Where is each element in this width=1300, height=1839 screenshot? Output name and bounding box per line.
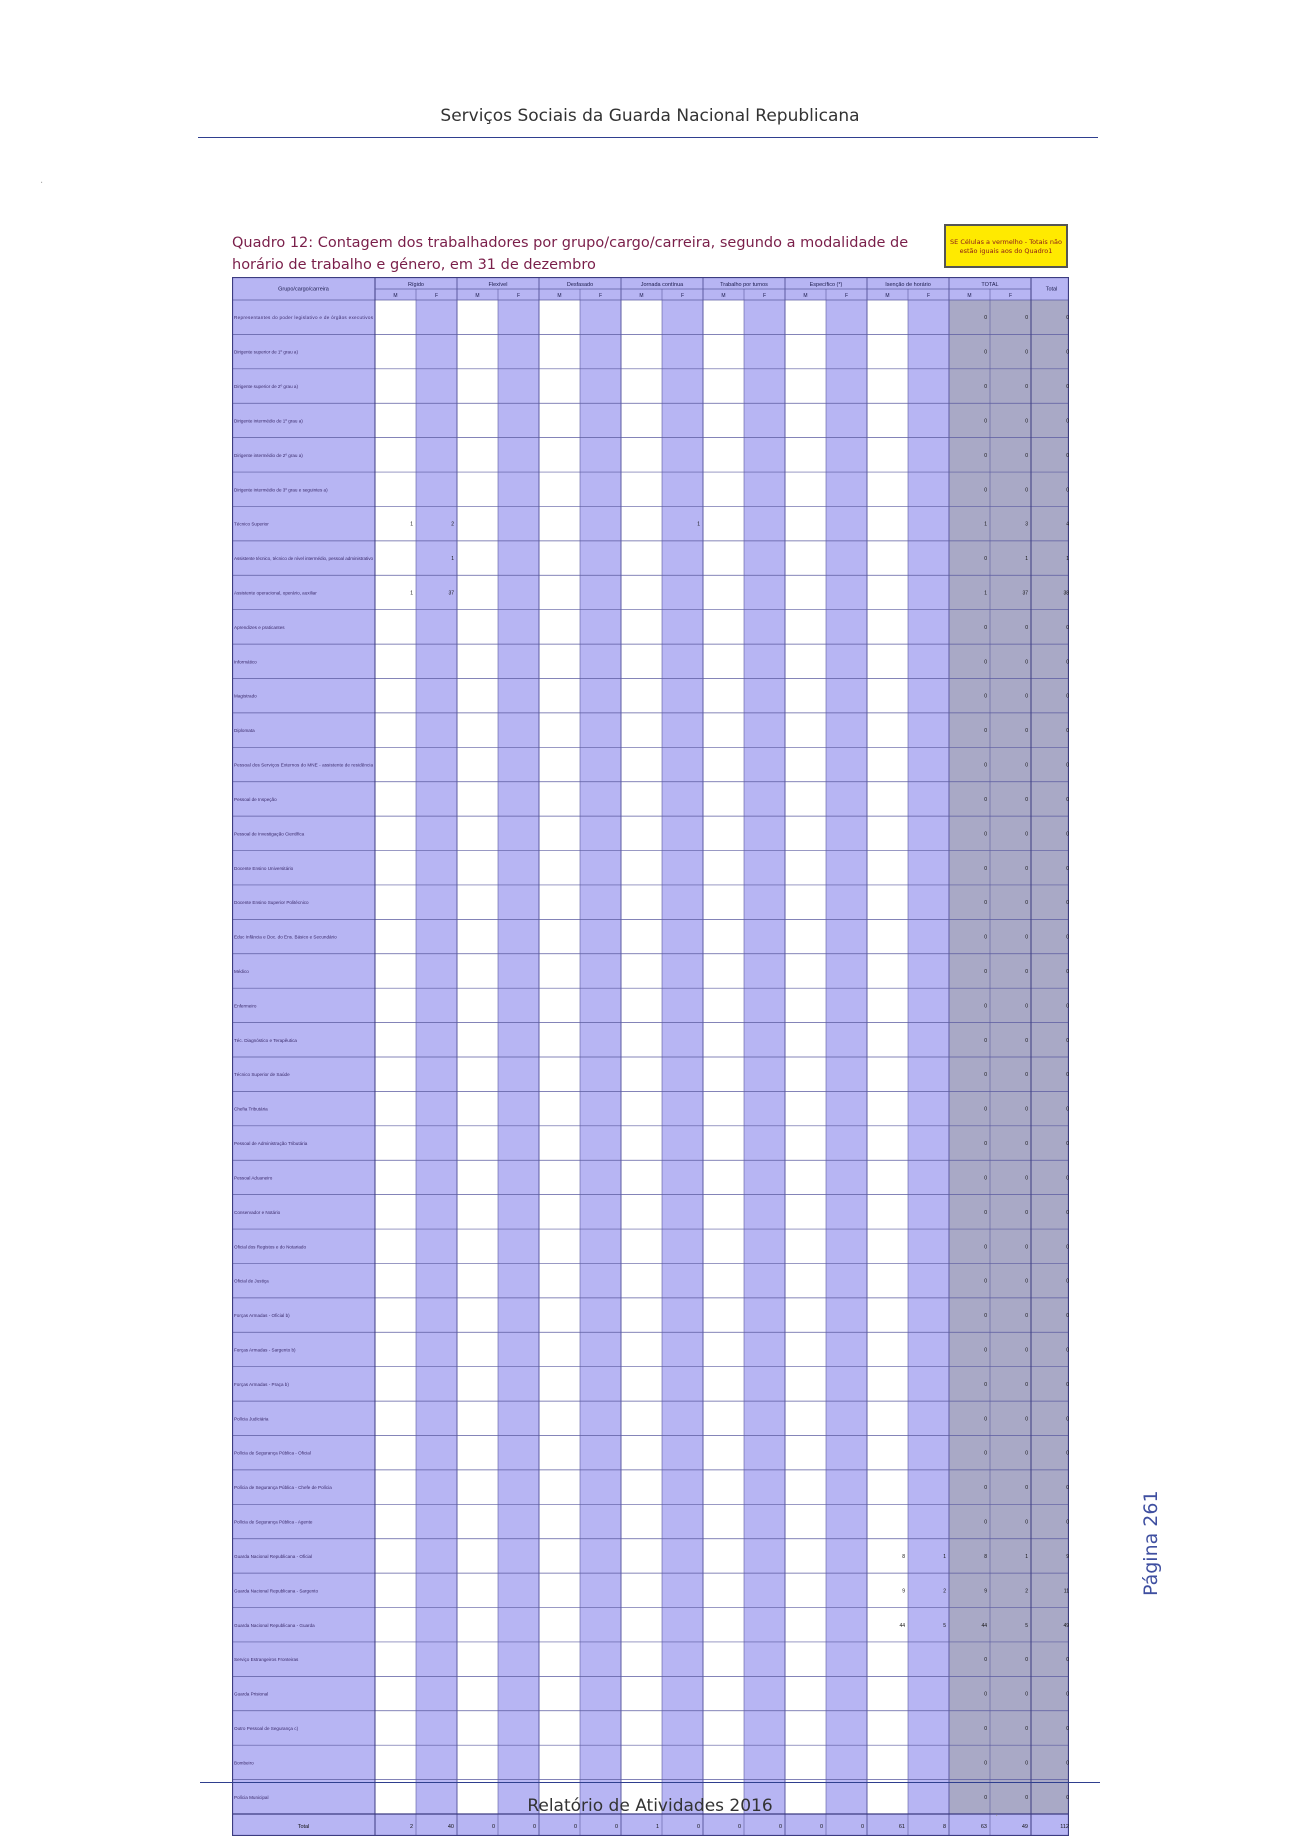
total-row-value: 0 bbox=[778, 1824, 782, 1830]
schedule-group-header: Desfasado bbox=[566, 282, 594, 288]
total-m-value: 44 bbox=[981, 1622, 987, 1629]
total-m-value: 8 bbox=[984, 1553, 987, 1560]
row-label: Guarda Nacional Republicana - Sargento bbox=[234, 1588, 319, 1594]
total-m-value: 0 bbox=[984, 1657, 987, 1664]
total-f-value: 0 bbox=[1025, 693, 1028, 700]
total-f-value: 3 bbox=[1025, 521, 1028, 528]
total-row-value: 0 bbox=[819, 1824, 823, 1830]
row-total-value: 0 bbox=[1066, 1244, 1069, 1251]
row-total-value: 0 bbox=[1066, 1794, 1069, 1801]
schedule-group-header: Flexível bbox=[488, 282, 508, 288]
row-total-value: 11 bbox=[1063, 1588, 1069, 1595]
row-total-value: 4 bbox=[1066, 521, 1069, 528]
total-m-value: 0 bbox=[984, 762, 987, 769]
total-m-value: 0 bbox=[984, 384, 987, 391]
row-label: Técnico Superior de Saúde bbox=[234, 1072, 290, 1078]
total-m-value: 0 bbox=[984, 1072, 987, 1079]
total-f-value: 0 bbox=[1025, 1416, 1028, 1423]
schedule-cell-value: 2 bbox=[451, 521, 454, 528]
total-row-value: 49 bbox=[1021, 1824, 1028, 1830]
row-total-value: 0 bbox=[1066, 1278, 1069, 1285]
gender-header: M bbox=[803, 293, 808, 299]
gender-header: F bbox=[516, 293, 521, 299]
gender-header: F bbox=[434, 293, 439, 299]
total-f-value: 0 bbox=[1025, 349, 1028, 356]
row-total-value: 0 bbox=[1066, 1416, 1069, 1423]
total-m-value: 0 bbox=[984, 556, 987, 563]
row-label: Polícia Judiciária bbox=[234, 1416, 269, 1422]
gender-header: F bbox=[926, 293, 931, 299]
row-total-value: 0 bbox=[1066, 1037, 1069, 1044]
row-total-value: 0 bbox=[1066, 796, 1069, 803]
total-f-value: 0 bbox=[1025, 831, 1028, 838]
schedule-cell-value: 2 bbox=[943, 1588, 946, 1595]
total-f-value: 0 bbox=[1025, 1794, 1028, 1801]
total-f-value: 0 bbox=[1025, 1278, 1028, 1285]
total-column-header: Total bbox=[1045, 286, 1058, 293]
total-m-value: 0 bbox=[984, 865, 987, 872]
gender-header: M bbox=[967, 293, 972, 299]
schedule-cell-value: 44 bbox=[899, 1622, 905, 1629]
row-total-value: 0 bbox=[1066, 659, 1069, 666]
total-m-value: 0 bbox=[984, 693, 987, 700]
row-total-value: 0 bbox=[1066, 934, 1069, 941]
row-label: Pessoal de Inspeção bbox=[234, 796, 277, 802]
schedule-group-header: Rígido bbox=[408, 282, 424, 288]
total-row-value: 8 bbox=[942, 1824, 946, 1830]
row-label: Outro Pessoal de Segurança c) bbox=[234, 1725, 299, 1731]
total-m-value: 0 bbox=[984, 315, 987, 322]
total-f-value: 0 bbox=[1025, 1485, 1028, 1492]
row-total-value: 0 bbox=[1066, 900, 1069, 907]
gender-header: F bbox=[1008, 293, 1013, 299]
header-divider bbox=[198, 137, 1098, 138]
row-total-value: 0 bbox=[1066, 1691, 1069, 1698]
total-m-value: 0 bbox=[984, 968, 987, 975]
page-header-title: Serviços Sociais da Guarda Nacional Republicana bbox=[440, 106, 860, 126]
row-label: Polícia Municipal bbox=[234, 1794, 269, 1800]
total-m-value: 0 bbox=[984, 487, 987, 494]
total-f-value: 0 bbox=[1025, 900, 1028, 907]
total-m-value: 0 bbox=[984, 1691, 987, 1698]
row-label: Dirigente intermédio de 2º grau a) bbox=[234, 452, 303, 458]
row-total-value: 49 bbox=[1063, 1622, 1069, 1629]
schedule-group-header: Trabalho por turnos bbox=[720, 282, 768, 288]
row-label: Magistrado bbox=[234, 693, 257, 699]
total-m-value: 0 bbox=[984, 796, 987, 803]
total-f-value: 0 bbox=[1025, 796, 1028, 803]
row-total-value: 0 bbox=[1066, 1519, 1069, 1526]
total-f-value: 0 bbox=[1025, 1760, 1028, 1767]
row-label: Diplomata bbox=[234, 728, 255, 734]
total-m-value: 0 bbox=[984, 831, 987, 838]
row-label: Pessoal de Investigação Científica bbox=[234, 831, 305, 837]
total-f-value: 0 bbox=[1025, 1381, 1028, 1388]
row-label: Aprendizes e praticantes bbox=[234, 624, 285, 630]
total-row-value: 0 bbox=[696, 1824, 700, 1830]
scan-mark: . bbox=[995, 1808, 999, 1819]
total-row-value: 0 bbox=[860, 1824, 864, 1830]
row-total-value: 9 bbox=[1066, 1553, 1069, 1560]
row-label: Pessoal dos Serviços Externos do MNE - assistente de residência bbox=[234, 762, 373, 768]
schedule-cell-value: 1 bbox=[451, 556, 454, 563]
total-f-value: 0 bbox=[1025, 1003, 1028, 1010]
total-m-value: 0 bbox=[984, 1244, 987, 1251]
total-f-value: 0 bbox=[1025, 1072, 1028, 1079]
total-row-value: 0 bbox=[532, 1824, 536, 1830]
row-total-value: 0 bbox=[1066, 624, 1069, 631]
row-total-value: 0 bbox=[1066, 349, 1069, 356]
total-f-value: 0 bbox=[1025, 1037, 1028, 1044]
row-label: Enfermeiro bbox=[234, 1003, 257, 1009]
row-label: Pessoal de Administração Tributária bbox=[234, 1141, 308, 1147]
total-f-value: 0 bbox=[1025, 865, 1028, 872]
gender-header: M bbox=[393, 293, 398, 299]
row-label: Chefia Tributária bbox=[234, 1106, 268, 1112]
row-label: Docente Ensino Superior Politécnico bbox=[234, 900, 309, 906]
total-m-value: 0 bbox=[984, 1037, 987, 1044]
total-f-value: 0 bbox=[1025, 315, 1028, 322]
total-m-value: 0 bbox=[984, 1175, 987, 1182]
row-label: Assistente operacional, operário, auxiliar bbox=[234, 590, 317, 596]
schedule-cell-value: 37 bbox=[448, 590, 454, 597]
total-f-value: 0 bbox=[1025, 1519, 1028, 1526]
total-m-value: 0 bbox=[984, 1794, 987, 1801]
total-f-value: 1 bbox=[1025, 1553, 1028, 1560]
row-total-value: 0 bbox=[1066, 693, 1069, 700]
row-label: Guarda Nacional Republicana - Oficial bbox=[234, 1553, 313, 1559]
row-label: Forças Armadas - Oficial b) bbox=[234, 1313, 290, 1319]
row-total-value: 0 bbox=[1066, 1175, 1069, 1182]
total-m-value: 0 bbox=[984, 728, 987, 735]
total-row-value: 0 bbox=[614, 1824, 618, 1830]
total-m-value: 0 bbox=[984, 624, 987, 631]
row-total-value: 0 bbox=[1066, 1003, 1069, 1010]
row-total-value: 0 bbox=[1066, 762, 1069, 769]
schedule-cell-value: 8 bbox=[902, 1553, 905, 1560]
row-label: Educ Infância e Doc. do Ens. Básico e Secundário bbox=[234, 934, 337, 940]
row-label: Oficial de Justiça bbox=[234, 1278, 269, 1284]
total-m-value: 0 bbox=[984, 1278, 987, 1285]
row-total-value: 0 bbox=[1066, 1347, 1069, 1354]
gender-header: F bbox=[680, 293, 685, 299]
footer-divider bbox=[200, 1782, 1100, 1783]
total-f-value: 0 bbox=[1025, 1691, 1028, 1698]
schedule-group-header: TOTAL bbox=[981, 282, 999, 288]
total-m-value: 0 bbox=[984, 900, 987, 907]
total-m-value: 0 bbox=[984, 1313, 987, 1320]
row-label: Polícia de Segurança Pública - Oficial bbox=[234, 1450, 311, 1456]
total-f-value: 0 bbox=[1025, 1657, 1028, 1664]
row-total-value: 0 bbox=[1066, 1657, 1069, 1664]
schedule-group-header: Isenção de horário bbox=[885, 282, 931, 288]
row-label: Polícia de Segurança Pública - Agente bbox=[234, 1519, 313, 1525]
total-f-value: 0 bbox=[1025, 624, 1028, 631]
schedule-group-header: Jornada contínua bbox=[640, 282, 684, 288]
total-m-value: 0 bbox=[984, 1209, 987, 1216]
total-m-value: 1 bbox=[984, 521, 987, 528]
total-m-value: 1 bbox=[984, 590, 987, 597]
gender-header: F bbox=[844, 293, 849, 299]
schedule-cell-value: 1 bbox=[410, 590, 413, 597]
gender-header: M bbox=[885, 293, 890, 299]
row-label: Dirigente superior de 2º grau a) bbox=[234, 384, 298, 390]
row-total-value: 0 bbox=[1066, 968, 1069, 975]
row-total-value: 0 bbox=[1066, 487, 1069, 494]
row-label: Conservador e Notário bbox=[234, 1209, 281, 1215]
row-label: Forças Armadas - Sargento b) bbox=[234, 1347, 296, 1353]
total-row-value: 63 bbox=[980, 1824, 987, 1830]
row-label: Médico bbox=[234, 968, 249, 974]
total-m-value: 0 bbox=[984, 1141, 987, 1148]
row-label: Representantes do poder legislativo e de órgãos executivos bbox=[234, 315, 373, 321]
row-label: Serviço Estrangeiros Fronteiras bbox=[234, 1657, 299, 1663]
row-label: Oficial dos Registos e do Notariado bbox=[234, 1244, 307, 1250]
row-total-value: 0 bbox=[1066, 384, 1069, 391]
total-f-value: 0 bbox=[1025, 1450, 1028, 1457]
total-row-value: 0 bbox=[573, 1824, 577, 1830]
total-f-value: 0 bbox=[1025, 487, 1028, 494]
row-total-value: 0 bbox=[1066, 1450, 1069, 1457]
total-f-value: 0 bbox=[1025, 1175, 1028, 1182]
table-caption: Quadro 12: Contagem dos trabalhadores por grupo/cargo/carreira, segundo a modalidade de horário de trabalho e género, em 31 de dezembro bbox=[232, 235, 909, 273]
gender-header: M bbox=[721, 293, 726, 299]
total-row-value: 0 bbox=[737, 1824, 741, 1830]
scan-mark: · bbox=[40, 178, 44, 189]
total-m-value: 0 bbox=[984, 659, 987, 666]
validation-note: SE Células a vermelho - Totais não estão iguais aos do Quadro1 bbox=[944, 224, 1068, 268]
row-label: Técnico Superior bbox=[234, 521, 269, 527]
total-m-value: 9 bbox=[984, 1588, 987, 1595]
row-total-value: 0 bbox=[1066, 865, 1069, 872]
gender-header: M bbox=[639, 293, 644, 299]
total-f-value: 0 bbox=[1025, 1106, 1028, 1113]
schedule-cell-value: 9 bbox=[902, 1588, 905, 1595]
row-label: Docente Ensino Universitário bbox=[234, 865, 294, 871]
row-total-value: 0 bbox=[1066, 418, 1069, 425]
total-m-value: 0 bbox=[984, 1485, 987, 1492]
row-total-value: 0 bbox=[1066, 1072, 1069, 1079]
gender-header: F bbox=[762, 293, 767, 299]
total-f-value: 0 bbox=[1025, 728, 1028, 735]
total-f-value: 0 bbox=[1025, 452, 1028, 459]
total-f-value: 0 bbox=[1025, 1313, 1028, 1320]
total-f-value: 0 bbox=[1025, 934, 1028, 941]
schedule-cell-value: 1 bbox=[943, 1553, 946, 1560]
total-f-value: 1 bbox=[1025, 556, 1028, 563]
row-label: Bombeiro bbox=[234, 1760, 254, 1766]
row-total-value: 1 bbox=[1066, 556, 1069, 563]
row-label: Informático bbox=[234, 659, 257, 665]
total-row-value: 40 bbox=[447, 1824, 454, 1830]
page-footer-title: Relatório de Atividades 2016 bbox=[527, 1796, 773, 1816]
row-total-value: 0 bbox=[1066, 1209, 1069, 1216]
total-row-value: 0 bbox=[491, 1824, 495, 1830]
total-f-value: 0 bbox=[1025, 418, 1028, 425]
total-f-value: 5 bbox=[1025, 1622, 1028, 1629]
row-label: Guarda Nacional Republicana - Guarda bbox=[234, 1622, 315, 1628]
total-m-value: 0 bbox=[984, 934, 987, 941]
row-label: Assistente técnico, técnico de nível intermédio, pessoal administrativo bbox=[234, 556, 373, 562]
total-row-label: Total bbox=[297, 1824, 310, 1830]
total-row-value: 61 bbox=[898, 1824, 905, 1830]
total-m-value: 0 bbox=[984, 1760, 987, 1767]
gender-header: F bbox=[598, 293, 603, 299]
total-f-value: 0 bbox=[1025, 1209, 1028, 1216]
row-total-value: 0 bbox=[1066, 1141, 1069, 1148]
total-row-value: 2 bbox=[409, 1824, 413, 1830]
total-m-value: 0 bbox=[984, 1519, 987, 1526]
total-m-value: 0 bbox=[984, 1347, 987, 1354]
schedule-cell-value: 1 bbox=[697, 521, 700, 528]
staff-schedule-table bbox=[232, 277, 1069, 1836]
total-f-value: 37 bbox=[1022, 590, 1028, 597]
total-row-value: 1 bbox=[655, 1824, 659, 1830]
row-total-value: 38 bbox=[1063, 590, 1069, 597]
row-total-value: 0 bbox=[1066, 315, 1069, 322]
row-label: Téc. Diagnóstico e Terapêutica bbox=[234, 1037, 297, 1043]
row-total-value: 0 bbox=[1066, 1313, 1069, 1320]
row-label: Dirigente intermédio de 1º grau a) bbox=[234, 418, 303, 424]
row-total-value: 0 bbox=[1066, 1725, 1069, 1732]
total-m-value: 0 bbox=[984, 1450, 987, 1457]
total-f-value: 0 bbox=[1025, 1141, 1028, 1148]
gender-header: M bbox=[475, 293, 480, 299]
gender-header: M bbox=[557, 293, 562, 299]
row-label: Forças Armadas - Praça b) bbox=[234, 1381, 289, 1387]
total-f-value: 2 bbox=[1025, 1588, 1028, 1595]
total-f-value: 0 bbox=[1025, 384, 1028, 391]
total-f-value: 0 bbox=[1025, 1347, 1028, 1354]
total-f-value: 0 bbox=[1025, 659, 1028, 666]
row-label: Dirigente intermédio de 3º grau e seguintes a) bbox=[234, 487, 328, 493]
total-m-value: 0 bbox=[984, 418, 987, 425]
total-m-value: 0 bbox=[984, 1381, 987, 1388]
total-f-value: 0 bbox=[1025, 762, 1028, 769]
total-m-value: 0 bbox=[984, 1106, 987, 1113]
total-m-value: 0 bbox=[984, 1725, 987, 1732]
total-f-value: 0 bbox=[1025, 1725, 1028, 1732]
schedule-cell-value: 1 bbox=[410, 521, 413, 528]
total-f-value: 0 bbox=[1025, 1244, 1028, 1251]
row-total-value: 0 bbox=[1066, 1485, 1069, 1492]
total-m-value: 0 bbox=[984, 1416, 987, 1423]
schedule-group-header: Específico (*) bbox=[809, 282, 843, 288]
total-m-value: 0 bbox=[984, 452, 987, 459]
schedule-cell-value: 5 bbox=[943, 1622, 946, 1629]
group-column-header: Grupo/cargo/carreira bbox=[278, 286, 329, 293]
row-total-value: 0 bbox=[1066, 831, 1069, 838]
page-number: Página 261 bbox=[1140, 1490, 1162, 1596]
row-label: Pessoal Aduaneiro bbox=[234, 1175, 273, 1181]
row-total-value: 0 bbox=[1066, 1760, 1069, 1767]
row-total-value: 0 bbox=[1066, 728, 1069, 735]
total-m-value: 0 bbox=[984, 349, 987, 356]
row-label: Dirigente superior de 1º grau a) bbox=[234, 349, 298, 355]
row-total-value: 0 bbox=[1066, 452, 1069, 459]
row-label: Polícia de Segurança Pública - Chefe de Polícia bbox=[234, 1485, 332, 1491]
row-total-value: 0 bbox=[1066, 1106, 1069, 1113]
total-row-value: 112 bbox=[1060, 1824, 1069, 1830]
total-f-value: 0 bbox=[1025, 968, 1028, 975]
total-m-value: 0 bbox=[984, 1003, 987, 1010]
row-label: Guarda Prisional bbox=[234, 1691, 269, 1697]
row-total-value: 0 bbox=[1066, 1381, 1069, 1388]
